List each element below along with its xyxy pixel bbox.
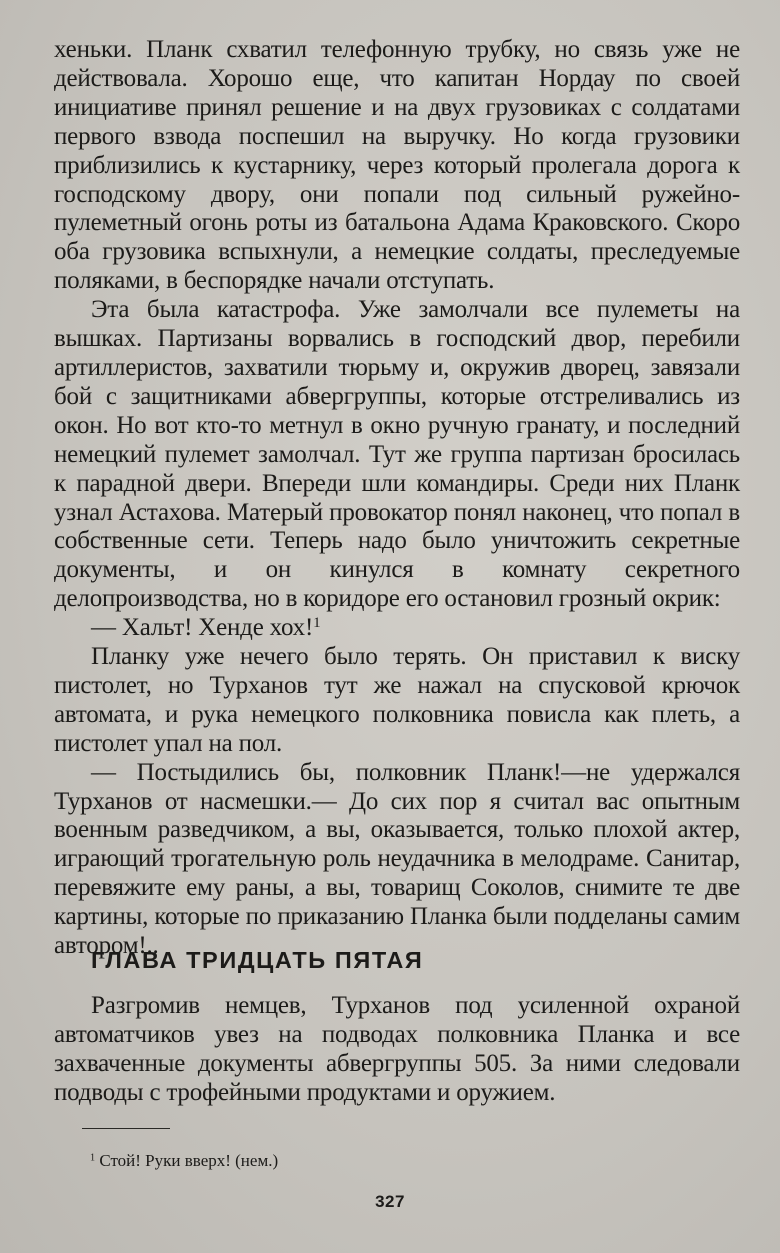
chapter-text bbox=[54, 992, 740, 1108]
footnote bbox=[90, 1150, 278, 1172]
footnote-divider bbox=[82, 1128, 170, 1129]
paragraph-5: — Постыдились бы, полковник Планк!—не удержался Турханов от насмешки.— До сих пор я считал вас опытным военным разведчиком, а вы, оказывается, только плохой актер, играющий трогательную роль неудачника в мелодраме. Санитар, перевяжите ему раны, а вы, товарищ Соколов, снимите те две картины, которые по приказанию Планка были подделаны самим автором!.. bbox=[54, 758, 740, 960]
body-text bbox=[54, 36, 740, 961]
footnote-marker: 1 bbox=[90, 1152, 96, 1164]
paragraph-1: хеньки. Планк схватил телефонную трубку, но связь уже не действовала. Хорошо еще, что капитан Нордау по своей инициативе принял решение и на двух грузовиках с солдатами первого взвода поспешил на выручку. Но когда грузовики приблизились к кустарнику, через который пролегала дорога к господскому двору, они попали под сильный ружейно-пулеметный огонь роты из батальона Адама Краковского. Скоро оба грузовика вспыхнули, а немецкие солдаты, преследуемые поляками, в беспорядке начали отступать. bbox=[54, 36, 740, 295]
page-number: 327 bbox=[375, 1192, 405, 1211]
paragraph-2: Эта была катастрофа. Уже замолчали все пулеметы на вышках. Партизаны ворвались в господский двор, перебили артиллеристов, захватили тюрьму и, окружив дворец, завязали бой с защитниками абвергруппы, которые отстреливались из окон. Но вот кто-то метнул в окно ручную гранату, и последний немецкий пулемет замолчал. Тут же группа партизан бросилась к парадной двери. Впереди шли командиры. Среди них Планк узнал Астахова. Матерый провокатор понял наконец, что попал в собственные сети. Теперь надо было уничтожить секретные документы, и он кинулся в комнату секретного делопроизводства, но в коридоре его остановил грозный окрик: bbox=[54, 296, 740, 613]
command-text: — Хальт! Хенде хох! bbox=[91, 614, 314, 642]
footnote-text: Стой! Руки вверх! (нем.) bbox=[99, 1151, 279, 1170]
paragraph-4: Планку уже нечего было терять. Он приставил к виску пистолет, но Турханов тут же нажал на спусковой крючок автомата, и рука немецкого полковника повисла как плеть, а пистолет упал на пол. bbox=[54, 643, 740, 757]
footnote-reference: 1 bbox=[313, 614, 321, 631]
chapter-paragraph-1: Разгромив немцев, Турханов под усиленной охраной автоматчиков увез на подводах полковника Планка и все захваченные документы абвергруппы 505. За ними следовали подводы с трофейными продуктами и оружием. bbox=[54, 992, 740, 1106]
chapter-heading: ГЛАВА ТРИДЦАТЬ ПЯТАЯ bbox=[91, 947, 424, 973]
paragraph-3-command bbox=[54, 614, 740, 643]
